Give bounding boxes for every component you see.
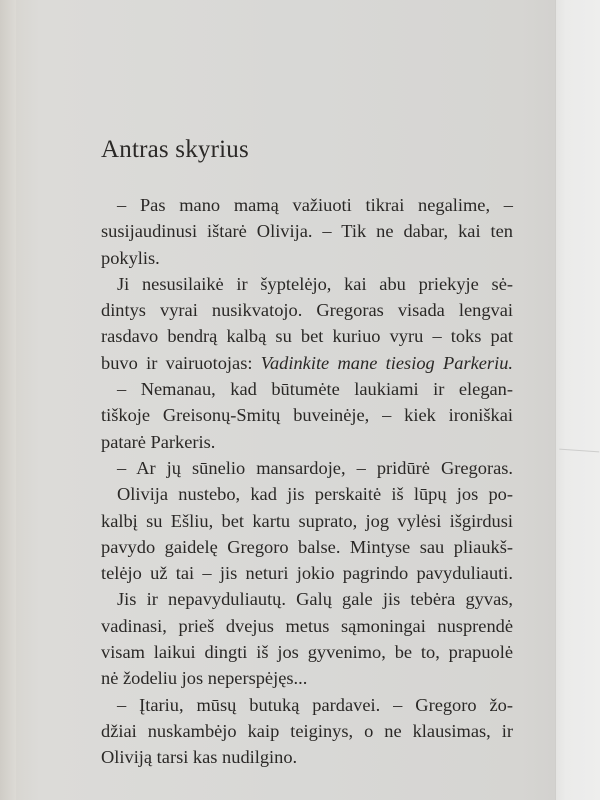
paragraph xyxy=(101,455,513,481)
text-line: pokylis. xyxy=(101,247,160,268)
text-line: pavydo gaidelę Gregoro balse. Mintyse sau pliaukš- xyxy=(101,536,513,557)
text-line: susijaudinusi ištarė Olivija. – Tik ne dabar, kai ten xyxy=(101,221,513,242)
text-line: Olivija nustebo, kad jis perskaitė iš lūpų jos po- xyxy=(117,484,513,505)
text-line: kalbį su Ešliu, bet kartu suprato, jog vylėsi išgirdusi xyxy=(101,510,513,531)
paragraph xyxy=(101,586,513,691)
paragraph xyxy=(101,376,513,455)
page-crease xyxy=(559,449,600,461)
page-gutter-shadow xyxy=(0,0,16,800)
text-line: tiškoje Greisonų-Smitų buveinėje, – kiek ironiškai xyxy=(101,405,513,426)
text-line: džiai nuskambėjo kaip teiginys, o ne klausimas, ir xyxy=(101,720,513,741)
text-line: Oliviją tarsi kas nudilgino. xyxy=(101,747,298,768)
text-fragment: buvo ir vairuotojas: xyxy=(101,352,261,373)
text-line xyxy=(101,350,513,376)
text-line: dintys vyrai nusikvatojo. Gregoras visada lengvai xyxy=(101,300,513,321)
text-line: patarė Parkeris. xyxy=(101,431,216,452)
book-page-text xyxy=(101,136,513,771)
text-line: – Pas mano mamą važiuoti tikrai negalime, – xyxy=(117,195,513,215)
paragraph xyxy=(101,692,513,771)
text-line: – Įtariu, mūsų butuką pardavei. – Gregoro žo- xyxy=(117,694,513,715)
text-line: – Nemanau, kad būtumėte laukiami ir elegan- xyxy=(117,379,513,400)
paragraph xyxy=(101,192,513,271)
text-line: telėjo už tai – jis neturi jokio pagrindo pavyduliauti. xyxy=(101,563,513,584)
paragraph xyxy=(101,481,513,586)
italic-quote: Vadinkite mane tiesiog Parkeriu. xyxy=(260,352,513,373)
paragraph xyxy=(101,271,513,376)
text-line: visam laikui dingti iš jos gyvenimo, be to, prapuolė xyxy=(101,642,513,663)
text-line: Jis ir nepavyduliautų. Galų gale jis tebėra gyvas, xyxy=(117,589,513,610)
next-page-edge xyxy=(555,0,600,800)
text-line: vadinasi, prieš dvejus metus sąmoningai nusprendė xyxy=(101,615,513,636)
chapter-body xyxy=(101,192,513,771)
chapter-title: Antras skyrius xyxy=(101,136,249,163)
text-line: nė žodeliu jos neperspėjęs... xyxy=(101,668,308,689)
text-line: Ji nesusilaikė ir šyptelėjo, kai abu priekyje sė- xyxy=(117,273,513,294)
text-line: – Ar jų sūnelio mansardoje, – pridūrė Gregoras. xyxy=(117,457,513,478)
text-line: rasdavo bendrą kalbą su bet kuriuo vyru – toks pat xyxy=(101,326,513,347)
